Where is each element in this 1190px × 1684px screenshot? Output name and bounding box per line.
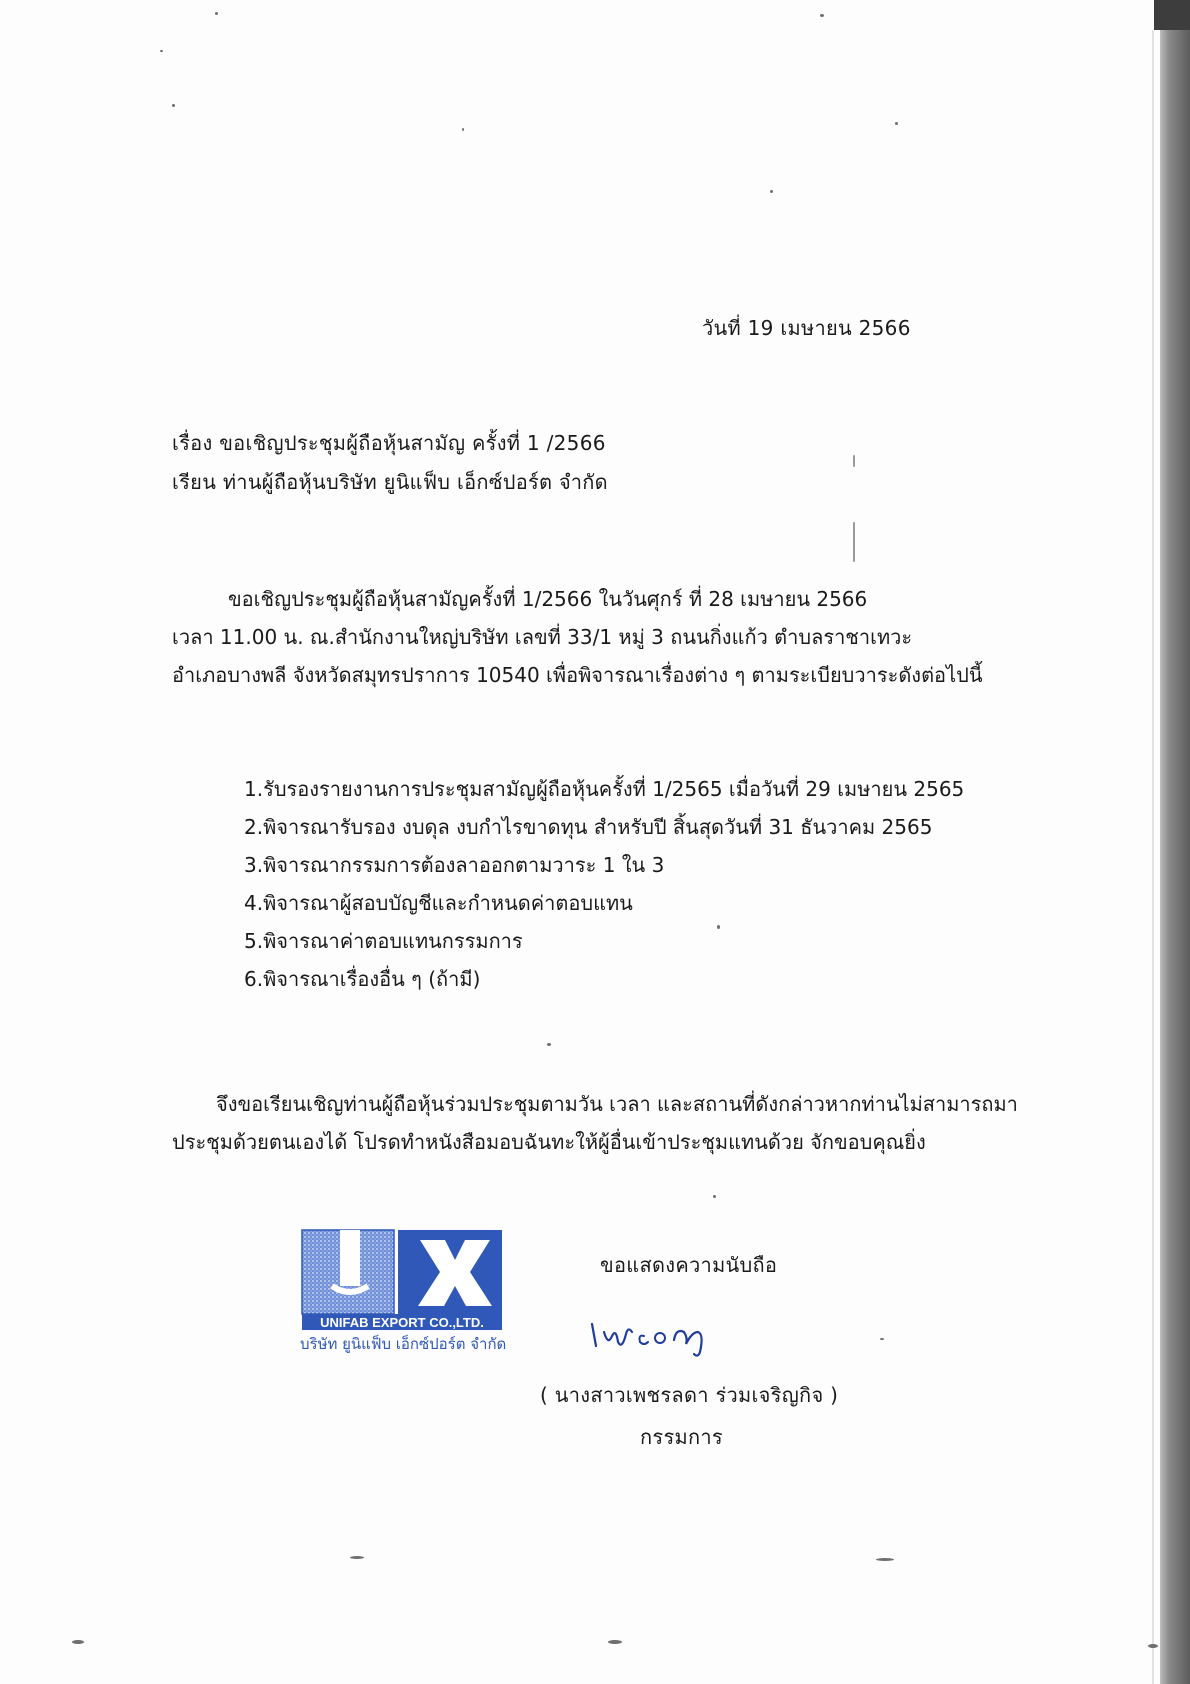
scan-speck <box>713 1195 716 1198</box>
letter-subject: เรื่อง ขอเชิญประชุมผู้ถือหุ้นสามัญ ครั้งที่ 1 /2566 <box>172 431 606 455</box>
scan-speck <box>160 50 163 52</box>
company-logo-stamp <box>300 1228 504 1332</box>
stamp-company-th: บริษัท ยูนิแฟ็บ เอ็กซ์ปอร์ต จำกัด <box>300 1335 507 1353</box>
letter-date: วันที่ 19 เมษายน 2566 <box>702 316 911 340</box>
paragraph-line: ประชุมด้วยตนเองได้ โปรดทำหนังสือมอบฉันทะให้ผู้อื่นเข้าประชุมแทนด้วย จักขอบคุณยิ่ง <box>172 1130 926 1154</box>
invitation-paragraph <box>172 580 1072 694</box>
closing-regards: ขอแสดงความนับถือ <box>600 1253 778 1277</box>
signatory-title: กรรมการ <box>640 1425 723 1449</box>
agenda-item: 1.รับรองรายงานการประชุมสามัญผู้ถือหุ้นครั้งที่ 1/2565 เมื่อวันที่ 29 เมษายน 2565 <box>244 777 965 801</box>
scan-edge-corner <box>1154 0 1190 30</box>
signatory-name: ( นางสาวเพชรลดา ร่วมเจริญกิจ ) <box>540 1383 839 1407</box>
stamp-company-en: UNIFAB EXPORT CO.,LTD. <box>320 1315 484 1330</box>
scan-streak <box>853 522 855 562</box>
scan-speck <box>215 12 218 15</box>
scan-speck <box>608 1640 622 1644</box>
agenda-item: 4.พิจารณาผู้สอบบัญชีและกำหนดค่าตอบแทน <box>244 891 633 915</box>
scan-speck <box>350 1556 364 1559</box>
agenda-list <box>244 770 964 998</box>
scan-speck <box>462 128 464 131</box>
signature-drawing <box>588 1310 738 1360</box>
scan-streak <box>853 455 855 467</box>
paragraph-line: ขอเชิญประชุมผู้ถือหุ้นสามัญครั้งที่ 1/2566 ในวันศุกร์ ที่ 28 เมษายน 2566 <box>228 587 868 611</box>
agenda-item: 2.พิจารณารับรอง งบดุล งบกำไรขาดทุน สำหรับปี สิ้นสุดวันที่ 31 ธันวาคม 2565 <box>244 815 933 839</box>
agenda-item: 5.พิจารณาค่าตอบแทนกรรมการ <box>244 929 523 953</box>
agenda-item: 3.พิจารณากรรมการต้องลาออกตามวาระ 1 ใน 3 <box>244 853 665 877</box>
handwritten-signature <box>588 1310 738 1364</box>
scan-speck <box>876 1558 894 1561</box>
scan-speck <box>820 14 824 17</box>
paragraph-line: อำเภอบางพลี จังหวัดสมุทรปราการ 10540 เพื่อพิจารณาเรื่องต่าง ๆ ตามระเบียบวาระดังต่อไปนี้ <box>172 663 983 687</box>
scan-speck <box>880 1338 884 1340</box>
scan-edge <box>1160 0 1190 1684</box>
letter-recipient: เรียน ท่านผู้ถือหุ้นบริษัท ยูนิแฟ็บ เอ็กซ์ปอร์ต จำกัด <box>172 470 608 494</box>
scan-shadow-line <box>1152 30 1154 1684</box>
company-stamp <box>300 1228 507 1354</box>
paragraph-line: เวลา 11.00 น. ณ.สำนักงานใหญ่บริษัท เลขที่ 33/1 หมู่ 3 ถนนกิ่งแก้ว ตำบลราชาเทวะ <box>172 625 913 649</box>
paragraph-line: จึงขอเรียนเชิญท่านผู้ถือหุ้นร่วมประชุมตามวัน เวลา และสถานที่ดังกล่าวหากท่านไม่สามารถมา <box>216 1092 1018 1116</box>
scan-speck <box>770 190 773 193</box>
scan-speck <box>1148 1644 1158 1648</box>
scan-speck <box>547 1043 551 1046</box>
scan-speck <box>172 104 175 107</box>
scan-speck <box>72 1640 84 1644</box>
closing-paragraph <box>172 1085 1072 1161</box>
scan-speck <box>895 122 898 125</box>
agenda-item: 6.พิจารณาเรื่องอื่น ๆ (ถ้ามี) <box>244 967 481 991</box>
